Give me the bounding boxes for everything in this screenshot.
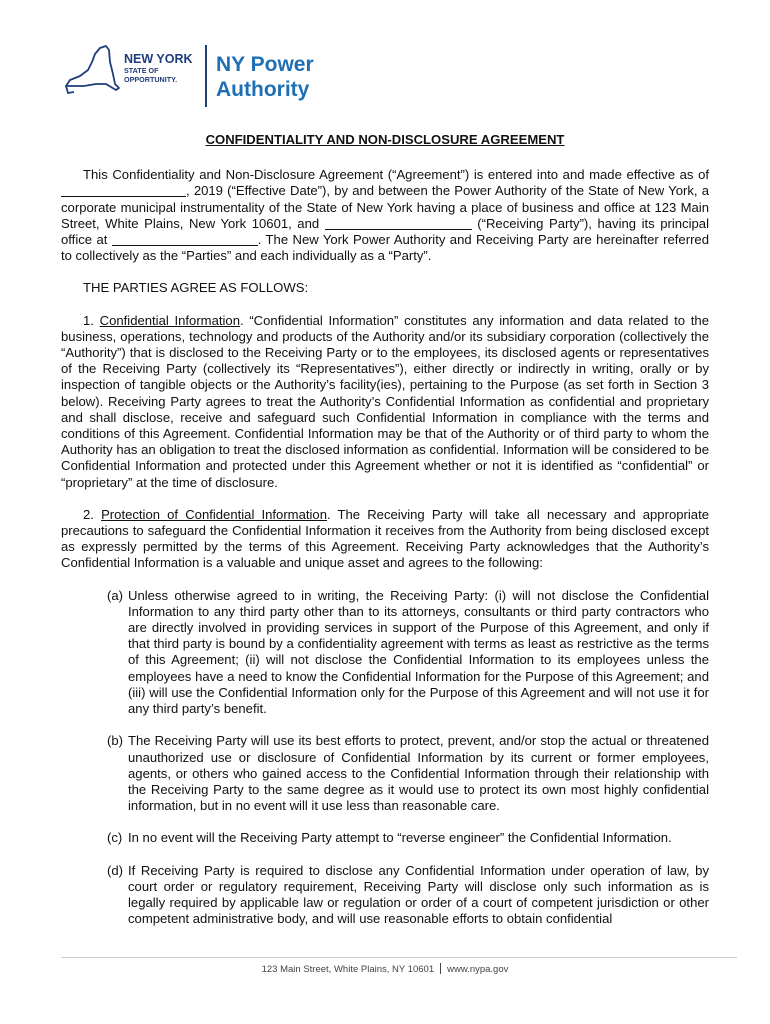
- new-york-state-map-icon: [62, 40, 122, 100]
- list-item: (a) Unless otherwise agreed to in writing, the Receiving Party: (i) will not disclose the Confidential Information to any third party other than to its attorneys, consultants or third party contractors who are directly involved in providing services in support of the Purpose of this Agreement, and only if that third party is bound by a confidentiality agreement with terms as least as restrictive as the terms of this Agreement; (ii) will not disclose the Confidential Information to its employees unless the employees have a need to know the Confidential Information for the Purpose of this Agreement; and (iii) will use the Confidential Information only for the Purpose of this Agreement and will not use it for any third party’s benefit.: [107, 587, 709, 717]
- principal-office-blank: [112, 233, 258, 246]
- section-1: 1. Confidential Information. “Confidential Information” constitutes any information and data related to the business, operations, technology and products of the Authority and/or its subsidiary corporation (collectively the “Authority”) that is disclosed to the Receiving Party or to the employees, its disclosed agents or representatives of the Receiving Party (collectively its “Representatives”), either directly or indirectly in writing, orally or by inspection of tangible objects or the Authority’s facility(ies), pertaining to the Purpose (as set forth in Section 3 below). Receiving Party agrees to treat the Authority’s Confidential Information as confidential and proprietary and shall disclose, receive and safeguard such Confidential Information in compliance with the terms and conditions of this Agreement. Confidential Information may be that of the Authority or of third party to whom the Authority has an obligation to treat the disclosed information as confidential. Information will be considered to be Confidential Information and protected under this Agreement whether or not it is identified as “confidential” or “proprietary” at the time of disclosure.: [61, 312, 709, 490]
- parties-agree-heading: THE PARTIES AGREE AS FOLLOWS:: [83, 280, 309, 296]
- section-2: 2. Protection of Confidential Information. The Receiving Party will take all necessary and appropriate precautions to safeguard the Confidential Information it receives from the Authority from being disclosed except as expressly permitted by the terms of this Agreement. Receiving Party acknowledges that the Authority’s Confidential Information is a valuable and unique asset and agrees to the following:: [61, 506, 709, 571]
- receiving-party-blank: [325, 217, 472, 230]
- list-item: (b) The Receiving Party will use its best efforts to protect, prevent, and/or stop the actual or threatened unauthorized use or disclosure of Confidential Information by its current or former employees, agents, or others who gained access to the Confidential Information through their relationship with the Receiving Party to the same degree as it would use to protect its own most highly confidential information, but in no event will it use less than reasonable care.: [107, 733, 709, 814]
- document-title: CONFIDENTIALITY AND NON-DISCLOSURE AGREEMENT: [205, 132, 565, 147]
- list-item: (c) In no event will the Receiving Party attempt to “reverse engineer” the Confidential Information.: [107, 830, 672, 846]
- logo: [62, 40, 332, 112]
- footer-divider: [61, 957, 737, 958]
- section-2-heading: Protection of Confidential Information: [101, 506, 327, 522]
- list-item: (d) If Receiving Party is required to disclose any Confidential Information under operation of law, by court order or regulatory requirement, Receiving Party will disclose only such information as is legally required by applicable law or regulation or order of a court of competent jurisdiction or other competent administrative body, and will use reasonable efforts to obtain confidential: [107, 862, 709, 927]
- page-footer: [0, 963, 770, 975]
- ny-state-tagline: STATE OF OPPORTUNITY.: [124, 66, 178, 84]
- effective-date-blank: [61, 184, 186, 197]
- footer-website-link[interactable]: www.nypa.gov: [447, 964, 509, 975]
- footer-address: 123 Main Street, White Plains, NY 10601: [261, 964, 435, 975]
- ny-state-name: NEW YORK: [124, 52, 193, 66]
- nypa-wordmark: NY Power Authority: [216, 53, 314, 101]
- intro-paragraph: This Confidentiality and Non-Disclosure Agreement (“Agreement”) is entered into and made effective as of , 2019 (“Effective Date”), by and between the Power Authority of the State of New York, a corporate municipal instrumentality of the State of New York having a place of business and office at 123 Main Street, White Plains, New York 10601, and (“Receiving Party”), having its principal office at . The New York Power Authority and Receiving Party are hereinafter referred to collectively as the “Parties” and each individually as a “Party”.: [61, 167, 709, 264]
- document-body: [61, 125, 709, 943]
- section-1-heading: Confidential Information: [99, 312, 240, 328]
- logo-divider: [205, 45, 207, 107]
- footer-separator: [440, 963, 441, 974]
